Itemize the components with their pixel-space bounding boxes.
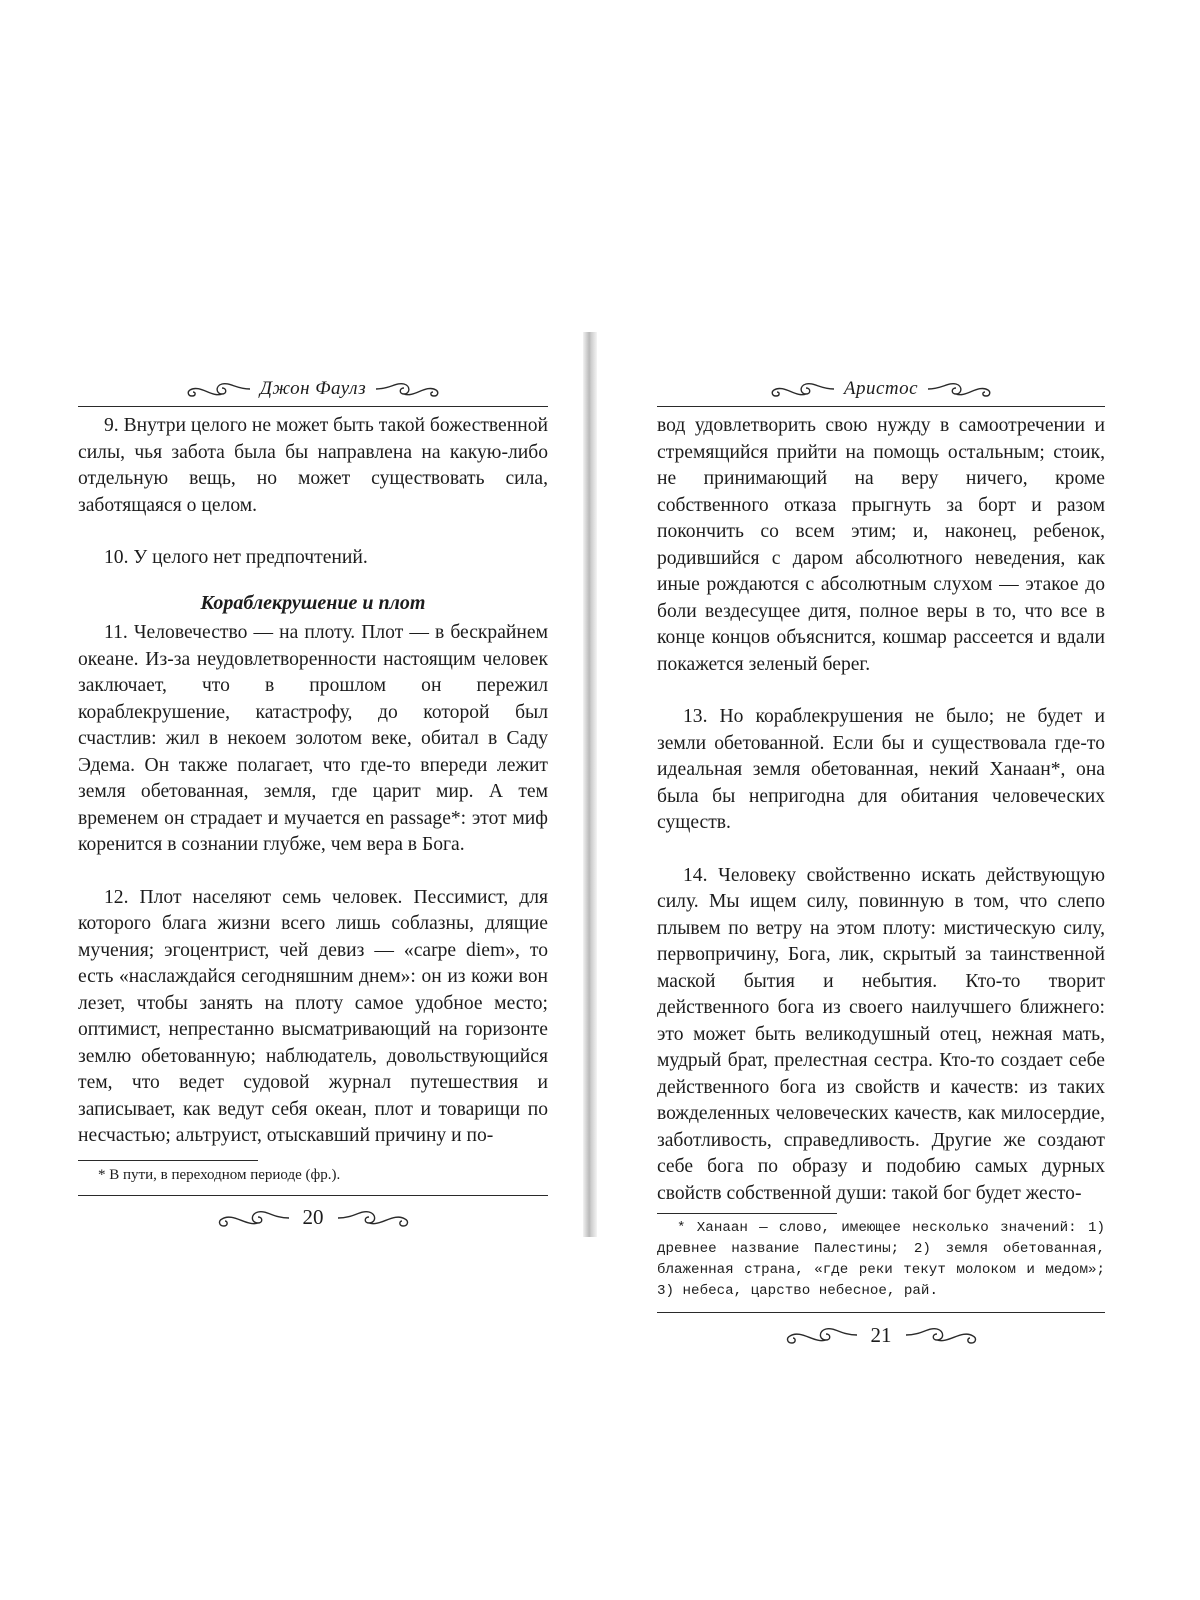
flourish-ornament-icon — [926, 378, 992, 400]
flourish-ornament-icon — [336, 1206, 410, 1230]
paragraph-12-continued: вод удовлетворить свою нужду в самоотречении и стремящийся прийти на помощь остальным; стоик, не принимающий на веру ничего, кроме собственного отказа прыгнуть за борт и разом покончить со всем этим; и, наконец, ребенок, родившийся с даром абсолютного неведения, как иные рождаются с абсолютным слухом — этакое до боли вездесущее дитя, полное веры в то, что все в конце концов объяснится, кошмар рассеется и вдали покажется зеленый берег. — [657, 415, 1105, 675]
running-head-title: Аристос — [843, 378, 919, 399]
flourish-ornament-icon — [785, 1323, 859, 1347]
page-number-block — [78, 1198, 548, 1238]
running-head-right — [657, 372, 1105, 406]
running-head-left — [78, 372, 548, 406]
footer-rule — [78, 1195, 548, 1196]
book-gutter — [583, 332, 597, 1237]
flourish-ornament-icon — [186, 378, 252, 400]
footer-rule — [657, 1312, 1105, 1313]
paragraph-14: 14. Человеку свойственно искать действующую силу. Мы ищем силу, повинную в том, что слепо плывем по ветру на этом плоту: мистическую силу, первопричину, Бога, лик, скрытый за таинственной маской бытия и небытия. Кто-то творит действенного бога из своего наилучшего ближнего: это может быть великодушный отец, нежная мать, мудрый брат, прелестная сестра. Кто-то создает себе действенного бога из свойств и качеств: из таких вожделенных человеческих качеств, как милосердие, заботливость, справедливость. Другие же создают себе бога по образу и подобию самых дурных свойств собственной души: такой бог будет жесто- — [657, 864, 1105, 1204]
footnote-rule — [657, 1213, 837, 1214]
section-heading: Кораблекрушение и плот — [200, 591, 426, 614]
flourish-ornament-icon — [904, 1323, 978, 1347]
page-number-block — [657, 1315, 1105, 1355]
page-number: 21 — [870, 1322, 892, 1347]
page-number: 20 — [302, 1205, 324, 1229]
paragraph-12: 12. Плот населяют семь человек. Пессимист, для которого блага жизни всего лишь соблазны, длящие мучения; эгоцентрист, чей девиз — «carpe diem», то есть «наслаждайся сегодняшним днем»: он из кожи вон лезет, чтобы занять на плоту самое удобное место; оптимист, непрестанно высматривающий на горизонте землю обетованную; наблюдатель, довольствующийся тем, что ведет судовой журнал путешествия и записывает, как ведут себя океан, плот и товарищи по несчастью; альтруист, отыскавший причину и по- — [78, 886, 548, 1146]
flourish-ornament-icon — [217, 1206, 291, 1230]
footnote: * Ханаан — слово, имеющее несколько значений: 1) древнее название Палестины; 2) земля обетованная, блаженная страна, «где реки текут молоком и медом»; 3) небеса, царство небесное, рай. — [657, 1220, 1105, 1299]
paragraph-13: 13. Но кораблекрушения не было; не будет и земли обетованной. Если бы и существовала где-то идеальная земля обетованная, некий Ханаан*, она была бы непригодна для обитания человеческих существ. — [657, 706, 1105, 833]
footnote: * В пути, в переходном периоде (фр.). — [98, 1166, 341, 1183]
flourish-ornament-icon — [374, 378, 440, 400]
footnote-rule — [78, 1160, 258, 1161]
flourish-ornament-icon — [770, 378, 836, 400]
header-rule — [657, 406, 1105, 407]
paragraph-11: 11. Человечество — на плоту. Плот — в бескрайнем океане. Из-за неудовлетворенности настоящим человек заключает, что в прошлом он пережил кораблекрушение, катастрофу, до которой был счастлив: жил в некоем золотом веке, обитал в Саду Эдема. Он также полагает, что где-то впереди лежит земля обетованная, земля, где царит мир. А тем временем он страдает и мучается en passage*: этот миф коренится в сознании глубже, чем вера в Бога. — [78, 622, 548, 855]
paragraph-9: 9. Внутри целого не может быть такой божественной силы, чья забота была бы направлена на какую-либо отдельную вещь, но может существовать сила, заботящаяся о целом. — [78, 415, 548, 516]
left-page — [78, 372, 548, 1238]
paragraph-10: 10. У целого нет предпочтений. — [104, 547, 368, 568]
running-head-title: Джон Фаулз — [259, 378, 367, 399]
header-rule — [78, 406, 548, 407]
right-page — [657, 372, 1105, 1355]
